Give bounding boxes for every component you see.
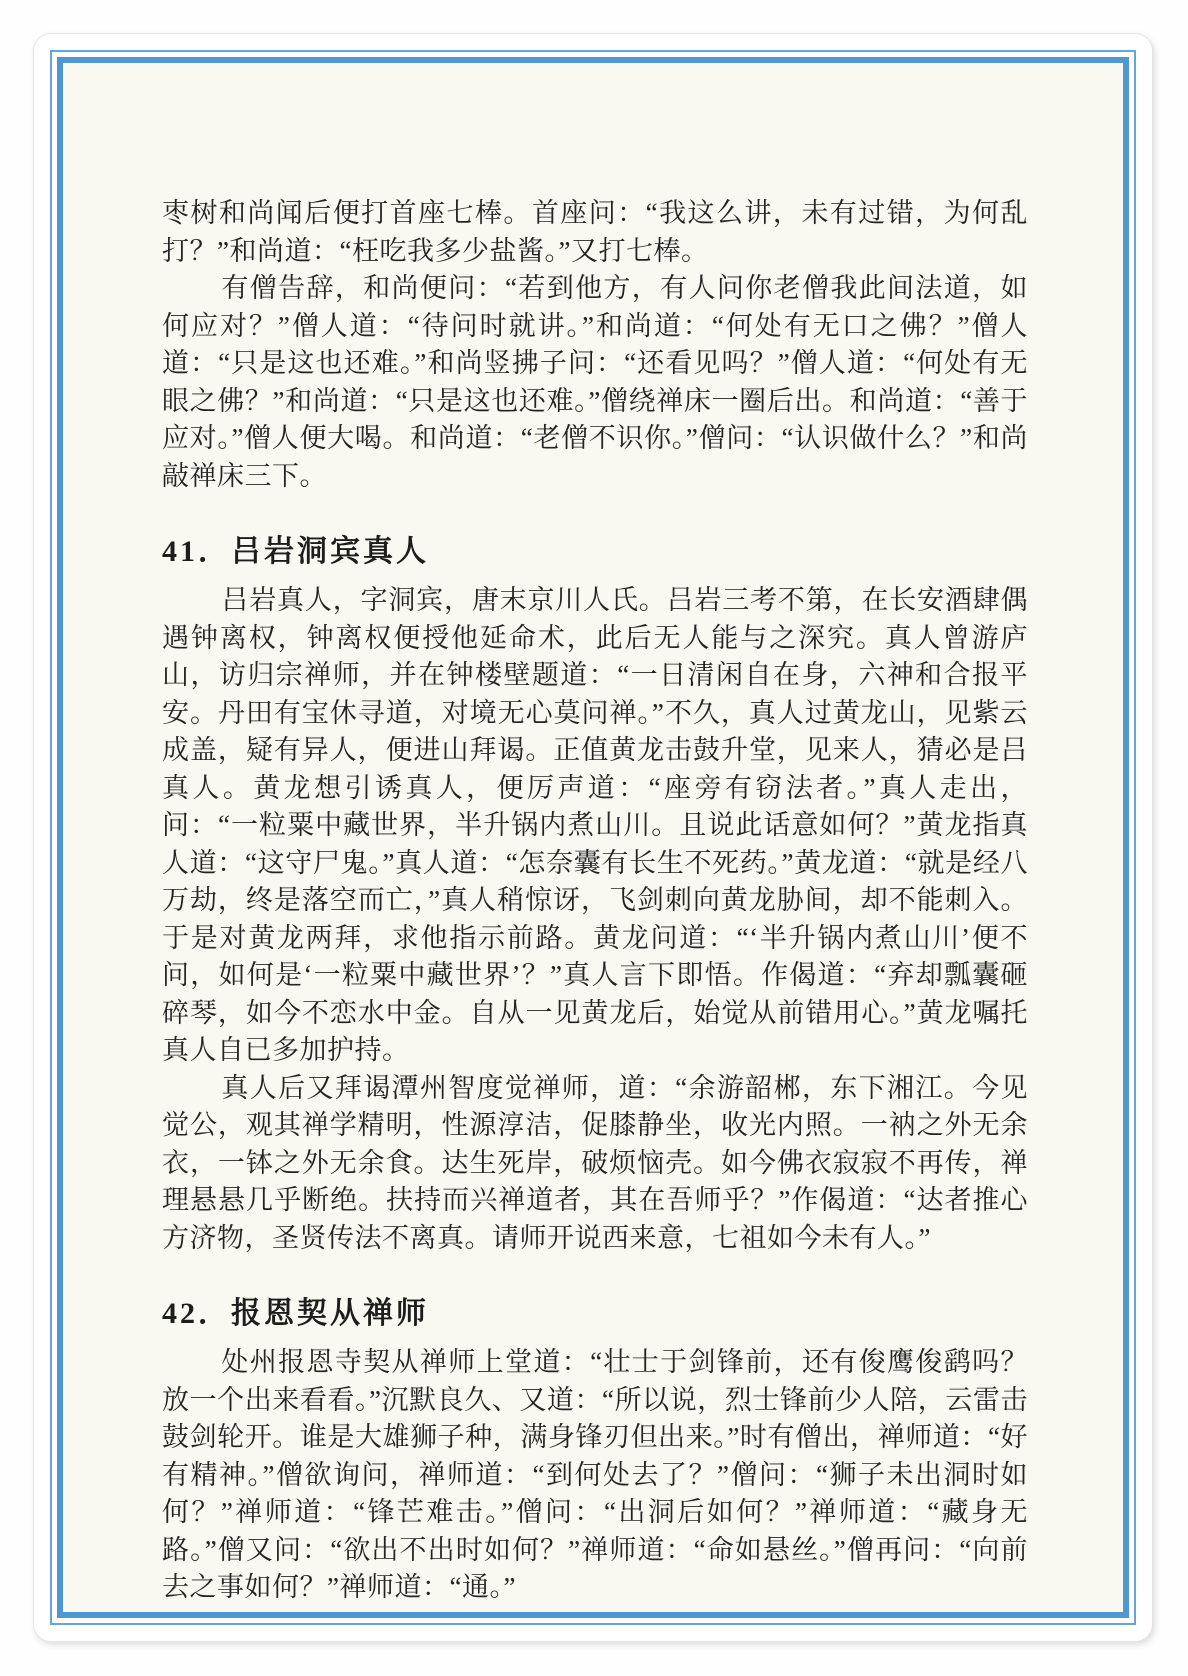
paragraph-section42-1: 处州报恩寺契从禅师上堂道：“壮士于剑锋前，还有俊鹰俊鹞吗？放一个出来看看。”沉默良久、又道：“所以说，烈士锋前少人陪，云雷击鼓剑轮开。谁是大雄狮子种，满身锋刃但出来。”时有僧出，禅师道：“好有精神。”僧欲询问，禅师道：“到何处去了？”僧问：“狮子未出洞时如何？”禅师道：“锋芒难击。”僧问：“出洞后如何？”禅师道：“藏身无路。”僧又问：“欲出不出时如何？”禅师道：“命如悬丝。”僧再问：“向前去之事如何？”禅师道：“通。” (162, 1347, 1028, 1602)
paragraph-intro-2: 有僧告辞，和尚便问：“若到他方，有人问你老僧我此间法道，如何应对？”僧人道：“待问时就讲。”和尚道：“何处有无口之佛？”僧人道：“只是这也还难。”和尚竖拂子问：“还看见吗？”僧人道：“何处有无眼之佛？”和尚道：“只是这也还难。”僧绕禅床一圈后出。和尚道：“善于应对。”僧人便大喝。和尚道：“老僧不识你。”僧问：“认识做什么？”和尚敲禅床三下。 (162, 273, 1028, 491)
paragraph-intro-continuation: 枣树和尚闻后便打首座七棒。首座问：“我这么讲，未有过错，为何乱打？”和尚道：“枉吃我多少盐酱。”又打七棒。 (162, 198, 1028, 266)
paragraph-section41-1: 吕岩真人，字洞宾，唐末京川人氏。吕岩三考不第，在长安酒肆偶遇钟离权，钟离权便授他延命术，此后无人能与之深究。真人曾游庐山，访归宗禅师，并在钟楼壁题道：“一日清闲自在身，六神和合报平安。丹田有宝休寻道，对境无心莫问禅。”不久，真人过黄龙山，见紫云成盖，疑有异人，便进山拜谒。正值黄龙击鼓升堂，见来人，猜必是吕真人。黄龙想引诱真人，便厉声道：“座旁有窃法者。”真人走出，问：“一粒粟中藏世界，半升锅内煮山川。且说此话意如何？”黄龙指真人道：“这守尸鬼。”真人道：“怎奈囊有长生不死药。”黄龙道：“就是经八万劫，终是落空而亡，”真人稍惊讶，飞剑刺向黄龙胁间，却不能刺入。于是对黄龙两拜，求他指示前路。黄龙问道：“‘半升锅内煮山川’便不问，如何是‘一粒粟中藏世界’？”真人言下即悟。作偈道：“弃却瓢囊砸碎琴，如今不恋水中金。自从一见黄龙后，始觉从前错用心。”黄龙嘱托真人自已多加护持。 (162, 585, 1028, 1065)
section-heading-42: 42．报恩契从禅师 (162, 1297, 429, 1330)
inner-blue-frame (57, 57, 1129, 1618)
page-content (63, 63, 1123, 1612)
paragraph-section41-2: 真人后又拜谒潭州智度觉禅师，道：“余游韶郴，东下湘江。今见觉公，观其禅学精明，性源淳洁，促膝静坐，收光内照。一衲之外无余衣，一钵之外无余食。达生死岸，破烦恼壳。如今佛衣寂寂不再传，禅理悬悬几乎断绝。扶持而兴禅道者，其在吾师乎？”作偈道：“达者推心方济物，圣贤传法不离真。请师开说西来意，七祖如今未有人。” (162, 1072, 1028, 1253)
outer-blue-frame (50, 50, 1136, 1625)
page-card (33, 33, 1153, 1642)
section-heading-41: 41．吕岩洞宾真人 (162, 535, 429, 568)
